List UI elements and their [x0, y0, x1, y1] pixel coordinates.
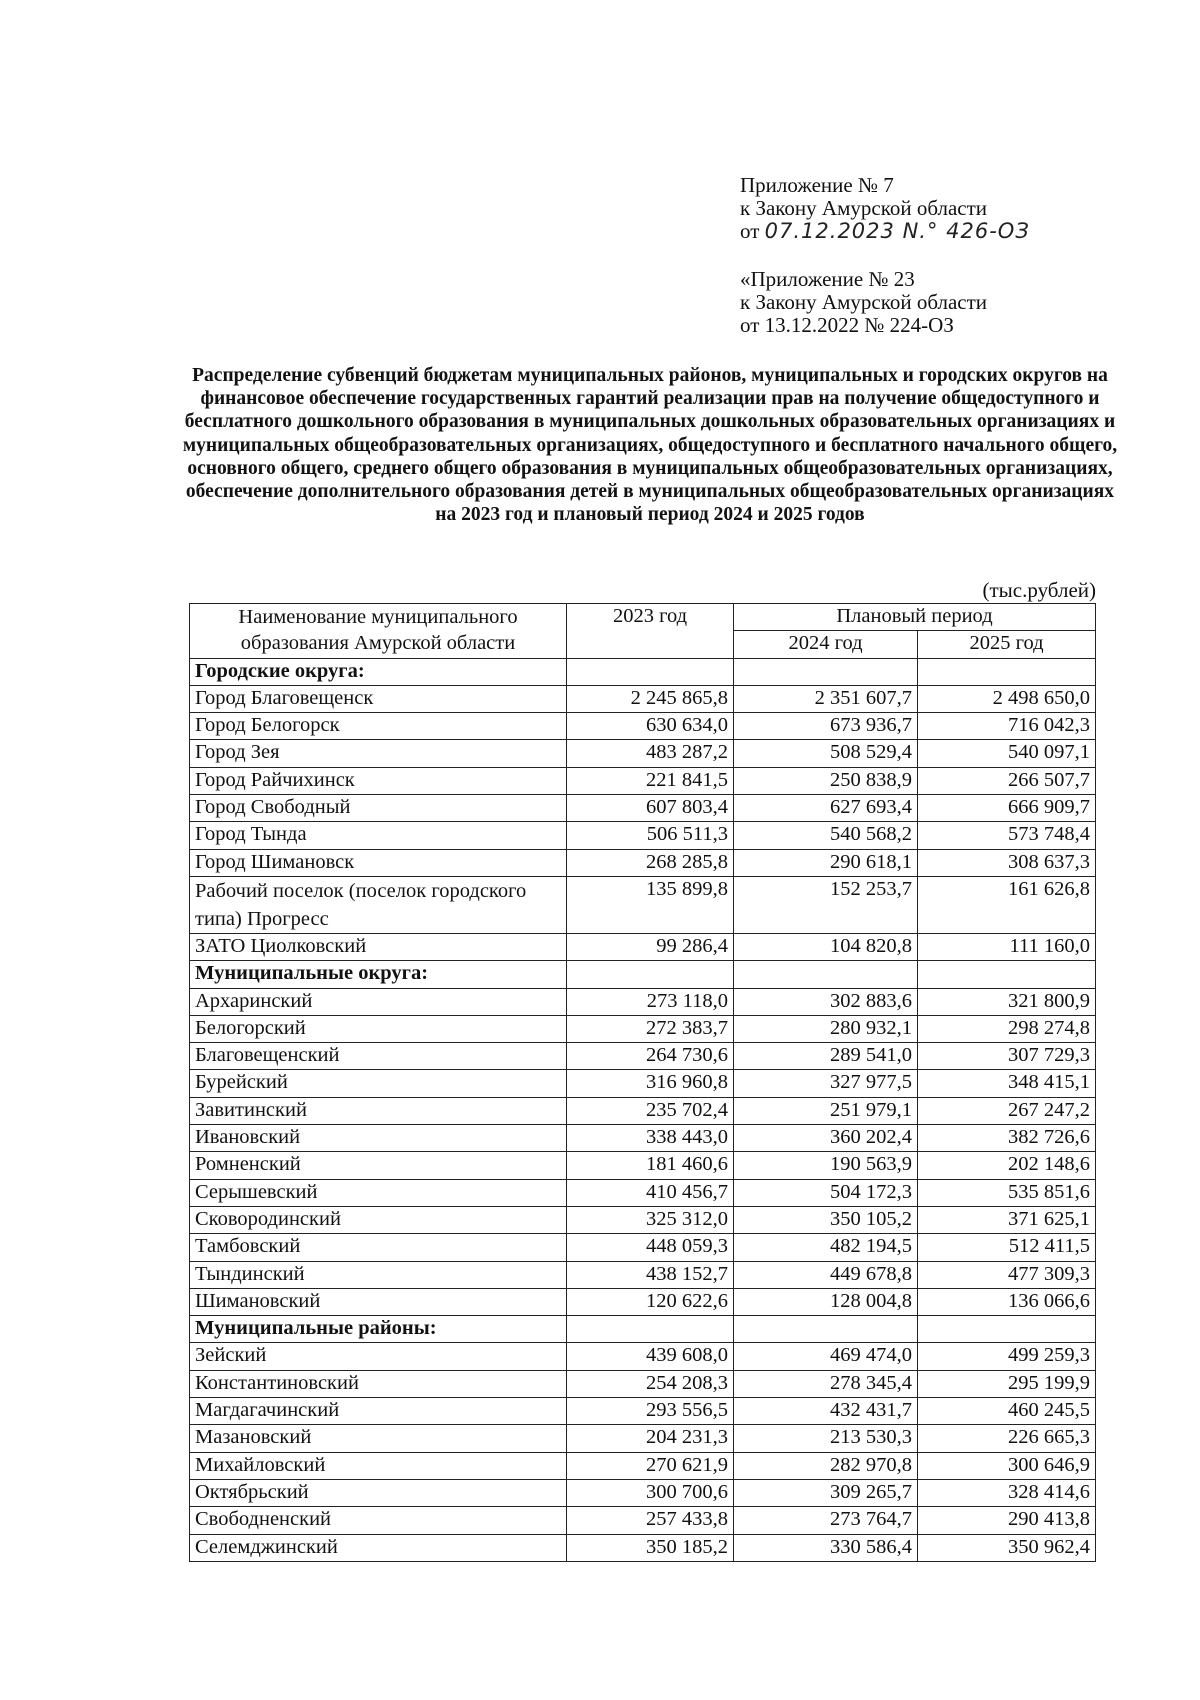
value-2025: 350 962,4: [918, 1534, 1096, 1561]
value-2025: 512 411,5: [918, 1234, 1096, 1261]
value-2025: 226 665,3: [918, 1425, 1096, 1452]
value-2025: 535 851,6: [918, 1179, 1096, 1206]
appendix-23-title: «Приложение № 23: [740, 267, 915, 291]
value-2023: 2 245 865,8: [567, 685, 734, 712]
municipality-name: Серышевский: [190, 1179, 567, 1206]
municipality-name: Михайловский: [190, 1452, 567, 1479]
value-2024: 360 202,4: [734, 1125, 918, 1152]
municipality-name: Город Белогорск: [190, 713, 567, 740]
value-2023: 630 634,0: [567, 713, 734, 740]
value-2024: 482 194,5: [734, 1234, 918, 1261]
appendix-7-date: от 07.12.2023 N.° 426-ОЗ: [740, 219, 1030, 243]
appendix-7-block: [740, 174, 1140, 243]
value-2023: 438 152,7: [567, 1261, 734, 1288]
value-2025: 267 247,2: [918, 1097, 1096, 1124]
value-2024: 104 820,8: [734, 933, 918, 960]
table-row: [190, 685, 1096, 712]
municipality-name: Город Благовещенск: [190, 685, 567, 712]
empty-cell: [918, 658, 1096, 685]
empty-cell: [918, 961, 1096, 988]
section-title: Муниципальные районы:: [190, 1316, 567, 1343]
municipality-name: Благовещенский: [190, 1043, 567, 1070]
municipality-name: Завитинский: [190, 1097, 567, 1124]
section-row: [190, 1316, 1096, 1343]
table-row: [190, 876, 1096, 933]
value-2025: 716 042,3: [918, 713, 1096, 740]
value-2023: 273 118,0: [567, 988, 734, 1015]
value-2023: 448 059,3: [567, 1234, 734, 1261]
value-2024: 278 345,4: [734, 1370, 918, 1397]
value-2024: 152 253,7: [734, 876, 918, 933]
value-2023: 99 286,4: [567, 933, 734, 960]
table-row: [190, 795, 1096, 822]
value-2025: 382 726,6: [918, 1125, 1096, 1152]
value-2024: 289 541,0: [734, 1043, 918, 1070]
municipality-name: Рабочий поселок (поселок городского типа) Прогресс: [190, 876, 567, 933]
value-2023: 254 208,3: [567, 1370, 734, 1397]
municipality-name: ЗАТО Циолковский: [190, 933, 567, 960]
municipality-name: Бурейский: [190, 1070, 567, 1097]
municipality-name: Город Райчихинск: [190, 767, 567, 794]
value-2024: 128 004,8: [734, 1288, 918, 1315]
value-2024: 327 977,5: [734, 1070, 918, 1097]
value-2025: 348 415,1: [918, 1070, 1096, 1097]
appendix-23-law: к Закону Амурской области: [740, 290, 988, 314]
value-2023: 439 608,0: [567, 1343, 734, 1370]
value-2024: 449 678,8: [734, 1261, 918, 1288]
value-2023: 120 622,6: [567, 1288, 734, 1315]
value-2024: 504 172,3: [734, 1179, 918, 1206]
appendix-7-title: Приложение № 7: [740, 173, 894, 197]
value-2023: 325 312,0: [567, 1206, 734, 1233]
value-2025: 460 245,5: [918, 1398, 1096, 1425]
value-2025: 540 097,1: [918, 740, 1096, 767]
value-2023: 270 621,9: [567, 1452, 734, 1479]
value-2023: 257 433,8: [567, 1507, 734, 1534]
value-2023: 316 960,8: [567, 1070, 734, 1097]
table-row: [190, 1288, 1096, 1315]
value-2025: 477 309,3: [918, 1261, 1096, 1288]
municipality-name: Константиновский: [190, 1370, 567, 1397]
municipality-name: Ромненский: [190, 1152, 567, 1179]
empty-cell: [734, 658, 918, 685]
table-row: [190, 740, 1096, 767]
table-row: [190, 849, 1096, 876]
value-2023: 506 511,3: [567, 822, 734, 849]
table-row: [190, 1370, 1096, 1397]
value-2023: 272 383,7: [567, 1015, 734, 1042]
value-2023: 410 456,7: [567, 1179, 734, 1206]
value-2024: 330 586,4: [734, 1534, 918, 1561]
municipality-name: Город Тында: [190, 822, 567, 849]
table-row: [190, 1452, 1096, 1479]
value-2024: 282 970,8: [734, 1452, 918, 1479]
value-2025: 371 625,1: [918, 1206, 1096, 1233]
empty-cell: [918, 1316, 1096, 1343]
section-title: Городские округа:: [190, 658, 567, 685]
value-2025: 2 498 650,0: [918, 685, 1096, 712]
table-row: [190, 1425, 1096, 1452]
header-name: Наименование муниципального образования Амурской области: [190, 604, 567, 659]
table-row: [190, 767, 1096, 794]
value-2024: 309 265,7: [734, 1479, 918, 1506]
table-row: [190, 1125, 1096, 1152]
appendix-23-date: от 13.12.2022 № 224-ОЗ: [740, 313, 954, 337]
table-row: [190, 1070, 1096, 1097]
table-row: [190, 822, 1096, 849]
section-row: [190, 961, 1096, 988]
value-2024: 540 568,2: [734, 822, 918, 849]
table-row: [190, 1507, 1096, 1534]
value-2023: 268 285,8: [567, 849, 734, 876]
handwritten-date-number: 07.12.2023 N.° 426-ОЗ: [764, 219, 1030, 243]
municipality-name: Зейский: [190, 1343, 567, 1370]
header-2023: 2023 год: [567, 604, 734, 659]
table-row: [190, 1398, 1096, 1425]
value-2024: 250 838,9: [734, 767, 918, 794]
value-2024: 302 883,6: [734, 988, 918, 1015]
municipality-name: Тамбовский: [190, 1234, 567, 1261]
table-row: [190, 988, 1096, 1015]
municipality-name: Сковородинский: [190, 1206, 567, 1233]
value-2023: 221 841,5: [567, 767, 734, 794]
municipality-name: Свободненский: [190, 1507, 567, 1534]
value-2023: 181 460,6: [567, 1152, 734, 1179]
header-planned-period: Плановый период: [734, 604, 1096, 631]
value-2025: 321 800,9: [918, 988, 1096, 1015]
municipality-name: Город Зея: [190, 740, 567, 767]
table-row: [190, 1043, 1096, 1070]
value-2024: 627 693,4: [734, 795, 918, 822]
section-title: Муниципальные округа:: [190, 961, 567, 988]
value-2024: 280 932,1: [734, 1015, 918, 1042]
value-2023: 293 556,5: [567, 1398, 734, 1425]
table-row: [190, 1534, 1096, 1561]
municipality-name: Селемджинский: [190, 1534, 567, 1561]
value-2024: 251 979,1: [734, 1097, 918, 1124]
empty-cell: [734, 961, 918, 988]
appendix-7-law: к Закону Амурской области: [740, 196, 988, 220]
municipality-name: Тындинский: [190, 1261, 567, 1288]
subvention-table: [189, 603, 1096, 1562]
value-2023: 204 231,3: [567, 1425, 734, 1452]
municipality-name: Ивановский: [190, 1125, 567, 1152]
value-2024: 350 105,2: [734, 1206, 918, 1233]
value-2023: 264 730,6: [567, 1043, 734, 1070]
empty-cell: [567, 961, 734, 988]
value-2023: 135 899,8: [567, 876, 734, 933]
value-2023: 483 287,2: [567, 740, 734, 767]
municipality-name: Город Свободный: [190, 795, 567, 822]
municipality-name: Октябрьский: [190, 1479, 567, 1506]
table-row: [190, 1179, 1096, 1206]
value-2025: 300 646,9: [918, 1452, 1096, 1479]
table-row: [190, 1261, 1096, 1288]
value-2023: 350 185,2: [567, 1534, 734, 1561]
value-2023: 338 443,0: [567, 1125, 734, 1152]
value-2025: 111 160,0: [918, 933, 1096, 960]
value-2025: 328 414,6: [918, 1479, 1096, 1506]
value-2025: 573 748,4: [918, 822, 1096, 849]
value-2025: 295 199,9: [918, 1370, 1096, 1397]
value-2024: 2 351 607,7: [734, 685, 918, 712]
value-2024: 213 530,3: [734, 1425, 918, 1452]
value-2025: 290 413,8: [918, 1507, 1096, 1534]
document-title: Распределение субвенций бюджетам муниципальных районов, муниципальных и городских округов на финансовое обеспечение государственных гарантий реализации прав на получение общедоступного и бесплатного дошкольного образования в муниципальных дошкольных образовательных организациях и муниципальных общеобразовательных организациях, общедоступного и бесплатного начального общего, основного общего, среднего общего образования в муниципальных общеобразовательных организациях, обеспечение дополнительного образования детей в муниципальных общеобразовательных организациях на 2023 год и плановый период 2024 и 2025 годов: [182, 365, 1118, 526]
header-2024: 2024 год: [734, 631, 918, 658]
empty-cell: [734, 1316, 918, 1343]
table-row: [190, 1206, 1096, 1233]
table-row: [190, 1234, 1096, 1261]
value-2024: 190 563,9: [734, 1152, 918, 1179]
table-row: [190, 1097, 1096, 1124]
value-2024: 273 764,7: [734, 1507, 918, 1534]
municipality-name: Город Шимановск: [190, 849, 567, 876]
table-row: [190, 713, 1096, 740]
municipality-name: Мазановский: [190, 1425, 567, 1452]
header-2025: 2025 год: [918, 631, 1096, 658]
municipality-name: Шимановский: [190, 1288, 567, 1315]
empty-cell: [567, 1316, 734, 1343]
value-2025: 202 148,6: [918, 1152, 1096, 1179]
value-2024: 290 618,1: [734, 849, 918, 876]
value-2025: 308 637,3: [918, 849, 1096, 876]
appendix-23-block: [740, 268, 1140, 337]
value-2024: 673 936,7: [734, 713, 918, 740]
section-row: [190, 658, 1096, 685]
municipality-name: Магдагачинский: [190, 1398, 567, 1425]
value-2025: 499 259,3: [918, 1343, 1096, 1370]
value-2025: 161 626,8: [918, 876, 1096, 933]
empty-cell: [567, 658, 734, 685]
value-2024: 432 431,7: [734, 1398, 918, 1425]
table-row: [190, 1479, 1096, 1506]
value-2025: 666 909,7: [918, 795, 1096, 822]
value-2025: 136 066,6: [918, 1288, 1096, 1315]
table-row: [190, 1015, 1096, 1042]
value-2025: 298 274,8: [918, 1015, 1096, 1042]
value-2025: 307 729,3: [918, 1043, 1096, 1070]
value-2024: 508 529,4: [734, 740, 918, 767]
value-2025: 266 507,7: [918, 767, 1096, 794]
table-row: [190, 1152, 1096, 1179]
table-body: [190, 658, 1096, 1561]
value-2023: 235 702,4: [567, 1097, 734, 1124]
value-2024: 469 474,0: [734, 1343, 918, 1370]
units-label: (тыс.рублей): [982, 578, 1096, 602]
table-row: [190, 1343, 1096, 1370]
municipality-name: Белогорский: [190, 1015, 567, 1042]
municipality-name: Архаринский: [190, 988, 567, 1015]
value-2023: 300 700,6: [567, 1479, 734, 1506]
value-2023: 607 803,4: [567, 795, 734, 822]
table-row: [190, 933, 1096, 960]
